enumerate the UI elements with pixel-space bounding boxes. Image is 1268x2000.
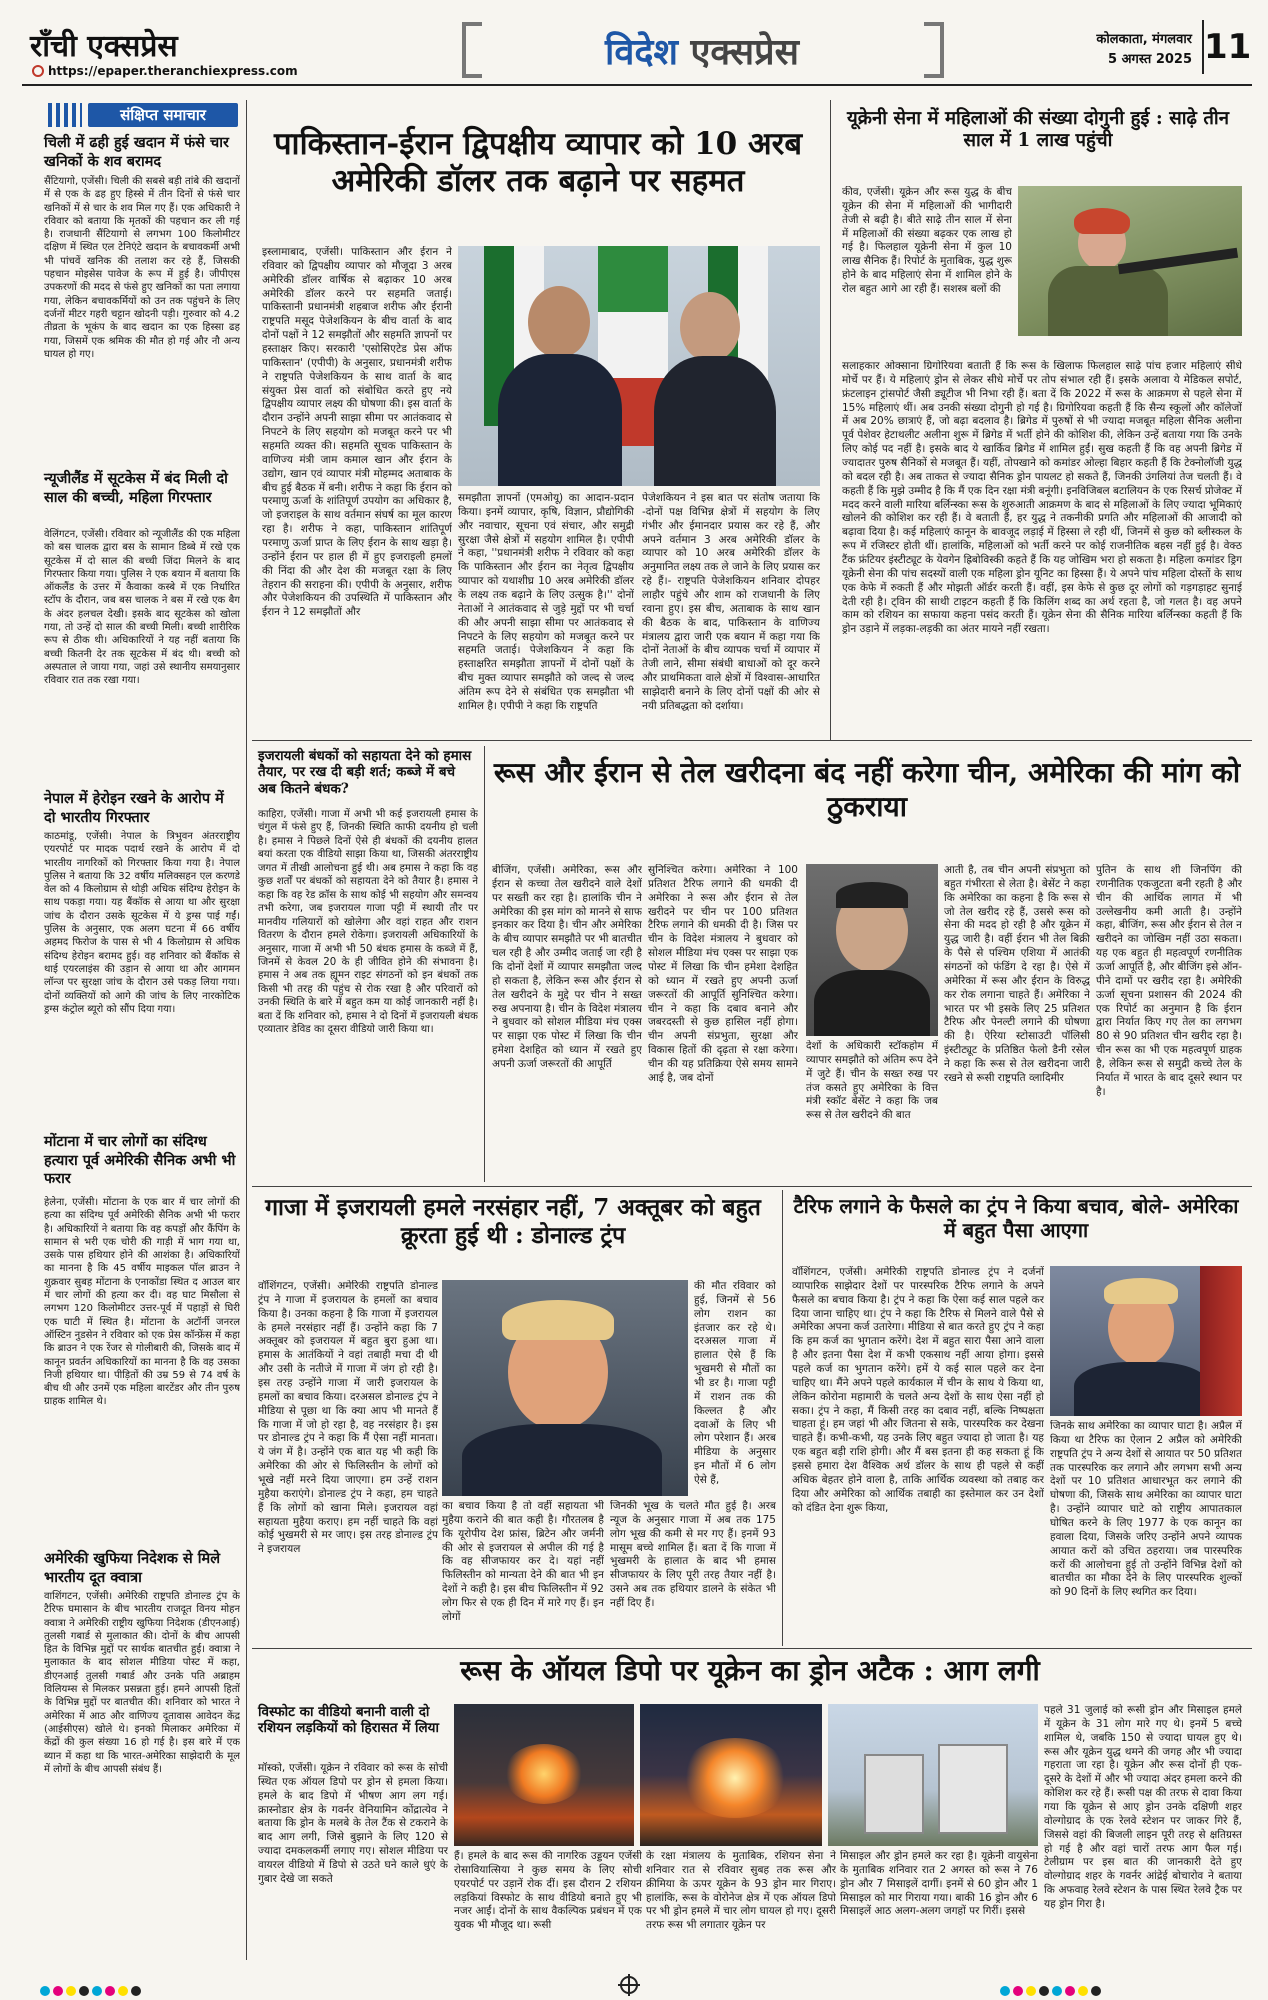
pak-iran-col-1: इस्लामाबाद, एजेंसी। पाकिस्तान और ईरान ने रविवार को द्विपक्षीय व्यापार को मौजूदा 3 अरब अमेरिकी डॉलर वार्षिक से बढ़ाकर 10 अरब अमेरिकी डॉलर करने पर सहमति जताई। पाकिस्तानी प्रधानमंत्री शहबाज शरीफ और ईरानी राष्ट्रपति मसूद पेजेशकियन के बीच वार्ता के बाद दोनों पक्षों ने 12 समझौतों और सहमति ज्ञापनों पर हस्ताक्षर किए। सरकारी 'एसोसिएटेड प्रेस ऑफ पाकिस्तान' (एपीपी) के अनुसार, प्रधानमंत्री शरीफ ने राष्ट्रपति पेजेशकियन के साथ वार्ता के बाद संयुक्त प्रेस वार्ता को संबोधित करते हुए नये द्विपक्षीय व्यापार लक्ष्य की घोषणा की। इस वार्ता के दौरान उन्होंने अपनी साझा सीमा पर आतंकवाद से निपटने के लिए सहयोग को मजबूत करने पर भी सहमति व्यक्त की। सहमति सूचक पाकिस्तान के वाणिज्य मंत्री जाम कमाल खान और ईरान के उद्योग, खान एवं व्यापार मंत्री मोहम्मद अताबाक के बीच हुई बैठक में बनी। शरीफ ने कहा कि ईरान को परमाणु ऊर्जा के शांतिपूर्ण उपयोग का अधिकार है, जो इजराइल के साथ वर्तमान संघर्ष का मूल कारण रहा है। शरीफ ने कहा, पाकिस्तान शांतिपूर्ण परमाणु ऊर्जा प्राप्त के लिए ईरान के साथ खड़ा है। उन्होंने ईरान पर हाल ही में हुए इजराइली हमलों की निंदा की और देश की मजबूत रक्षा के लिए तेहरान की सराहना की। एपीपी के अनुसार, शरीफ और पेजेशकियन की उपस्थिति में पाकिस्तान और ईरान ने 12 समझौतों और bbox=[262, 246, 452, 619]
sidebar-body-5: वाशिंगटन, एजेंसी। अमेरिकी राष्ट्रपति डोनाल्ड ट्रंप के टैरिफ घमासान के बीच भारतीय राजदूत विनय मोहन क्वात्रा ने अमेरिकी राष्ट्रीय खुफिया निदेशक (डीएनआई) तुलसी गबार्ड से मुलाकात की। दोनों के बीच आपसी हित के विभिन्न मुद्दों पर सार्थक बातचीत हुई। क्वात्रा ने मुलाकात के बाद सोशल मीडिया पोस्ट में कहा, डीएनआई तुलसी गबार्ड और उनके पति अब्राहम विलियम्स से मिलकर प्रसन्नता हुई। हमने आपसी हितों के विभिन्न मुद्दों पर बातचीत की। शनिवार को भारत ने अमेरिका में आठ और वाणिज्य दूतावास आवेदन केंद्र (आईसीएस) खोले थे। इनको मिलाकर अमेरिका में केंद्रों की कुल संख्या 16 हो गई है। इस बारे में एक ब्यान में कहा था कि भारत-अमेरिका साझेदारी के मूल में लोगों के बीच आपसी संबंध हैं। bbox=[44, 1591, 240, 1775]
trump-tariff-hair bbox=[1104, 1278, 1178, 1304]
row-divider-1 bbox=[252, 740, 1252, 741]
trump-tariff-col-narrow: वॉशिंगटन, एजेंसी। अमेरिकी राष्ट्रपति डोनाल्ड ट्रंप ने दर्जनों व्यापारिक साझेदार देशों पर पारस्परिक टैरिफ लगाने के अपने फैसले का बचाव किया है। ट्रंप ने कहा कि ऐसा कई साल पहले कर दिया जाना चाहिए था। ट्रंप ने कहा कि टैरिफ से मिलने वाले पैसे से अमेरिका अपना कर्ज उतारेगा। मीडिया से बात करते हुए ट्रंप ने कहा कि हम कर्ज का भुगतान करेंगे। देश में बहुत सारा पैसा आने वाला है और इतना पैसा देश में कभी एकसाथ नहीं आया होगा। इससे पहले कर्ज का भुगतान करेंगे। हमें ये कई साल पहले कर देना चाहिए था। मैंने अपने पहले कार्यकाल में चीन के साथ ये किया था, लेकिन कोरोना महामारी के चलते अन्य देशों के साथ ऐसा नहीं हो सका। ट्रंप ने कहा, मैं किसी तरह का दबाव नहीं, बल्कि निष्पक्षता चाहता हूं। हम जहां भी और जितना से सके, पारस्परिक कर देखना चाहते हैं। कभी-कभी, यह उनके लिए बहुत ज्यादा हो जाता है। यह एक बहुत बड़ी राशि होगी। और मैं बस इतना ही कह सकता हूं कि इससे हमारा देश वैश्विक अर्थ डॉलर के साथ ही पहले से कहीं अधिक बेहतर होने वाला है, ताकि आर्थिक व्यवस्था को तबाह कर दिया और अमेरिका को आर्थिक तबाही का इस्तेमाल कर उन देशों को दंडित देना शुरू किया, bbox=[792, 1266, 1044, 1514]
oil-depot-photo bbox=[828, 1704, 1038, 1846]
brand-logo: राँची एक्सप्रेस bbox=[30, 29, 178, 64]
ukraine-women-headline: यूक्रेनी सेना में महिलाओं की संख्या दोगुनी हुई : साढ़े तीन साल में 1 लाख पहुंची bbox=[847, 108, 1229, 152]
globe-icon bbox=[32, 65, 44, 77]
trump-tariff-photo bbox=[1050, 1266, 1242, 1416]
drone-attack-headline: रूस के ऑयल डिपो पर यूक्रेन का ड्रोन अटैक : आग लगी bbox=[460, 1654, 1040, 1687]
trump-gaza-col-right: की मौत रविवार को हुई, जिनमें से 56 लोग राशन का इंतजार कर रहे थे। दरअसल गाजा में हालात ऐसे हैं कि भुखमरी से मौतों का भी डर है। गाजा पट्टी में राशन तक की किल्लत है और दवाओं के लिए भी लोग परेशान हैं। अरब मीडिया के अनुसार इन मौतों में 6 लोग ऐसे हैं, bbox=[694, 1280, 776, 1487]
ukraine-women-col-narrow: कीव, एजेंसी। यूक्रेन और रूस युद्ध के बीच यूक्रेन की सेना में महिलाओं की भागीदारी तेजी से बढ़ी है। बीते साढ़े तीन साल में सेना में महिलाओं की संख्या बढ़कर एक लाख हो गई है। फिलहाल यूक्रेनी सेना में कुल 10 लाख सैनिक हैं। रिपोर्ट के मुताबिक, युद्ध शुरू होने के बाद महिलाएं सेना में शामिल होने के रोल बहुत आगे आ रही हैं। सशस्त्र बलों की bbox=[842, 186, 1012, 296]
hamas-headline: इजरायली बंधकों को सहायता देने को हमास तैयार, पर रख दी बड़ी शर्त; कब्जे में बचे अब कितने बंधक? bbox=[258, 748, 472, 797]
title-bracket-right bbox=[924, 22, 944, 78]
sidebar-headline-4: मोंटाना में चार लोगों का संदिग्ध हत्यारा पूर्व अमेरिकी सैनिक अभी भी फरार bbox=[44, 1133, 236, 1188]
flag-backdrop bbox=[1200, 1266, 1242, 1416]
sidebar-headline-5: अमेरिकी खुफिया निदेशक से मिले भारतीय दूत क्वात्रा bbox=[44, 1550, 221, 1586]
color-registration-left bbox=[40, 1981, 144, 1991]
dateline-place-day: कोलकाता, मंगलवार bbox=[1096, 32, 1192, 47]
sidebar-body-1: सैंटियागो, एजेंसी। चिली की सबसे बड़ी तांबे की खदानों में से एक के ढह हुए हिस्से में तीन दिनों से फंसे चार खनिकों में से चार के शव मिल गए हैं। एक अधिकारी ने रविवार को बताया कि मृतकों की पहचान कर ली गई है। राजधानी सैंटियागो से लगभग 100 किलोमीटर दक्षिण में स्थित एल टेनिएंटे खदान के बचावकर्मी अभी भी पांचवें खनिक की तलाश कर रहे हैं, जिसकी पहचान मोइसेस पावेज के रूप में हुई है। जीपीएस उपकरणों की मदद से फंसे हुए खनिकों का पता लगाया गया, लेकिन बचावकर्मियों को उन तक पहुंचने के लिए दर्जनों मीटर गहरी चट्टान खोदनी पड़ी। गुरुवार को 4.2 तीव्रता के भूकंप के बाद खदान का एक हिस्सा ढह गया, जिसमें एक श्रमिक की मौत हो गई और नौ अन्य घायल हो गए। bbox=[44, 176, 240, 360]
china-oil-col-2: सुनिश्चित करेगा। अमेरिका ने 100 प्रतिशत टैरिफ लगाने की धमकी दी अमेरिका ने रूस और ईरान से तेल खरीदने पर चीन पर 100 प्रतिशत टैरिफ लगाने की धमकी दी है। जिस पर चीन के विदेश मंत्रालय ने बुधवार को सोशल मीडिया मंच एक्स पर साझा एक पोस्ट में लिखा कि चीन हमेशा देशहित को ध्यान में रखते हुए अपनी ऊर्जा जरूरतों की आपूर्ति सुनिश्चित करेगा। चीन ने कहा कि दबाव बनाने और जबरदस्ती से कुछ हासिल नहीं होगा। चीन अपनी संप्रभुता, सुरक्षा और विकास हितों की दृढ़ता से रक्षा करेगा। चीन की यह प्रतिक्रिया ऐसे समय सामने आई है, जब दोनों bbox=[648, 864, 798, 1084]
hamas-divider bbox=[484, 746, 485, 1182]
trump-gaza-headline: गाजा में इजरायली हमले नरसंहार नहीं, 7 अक्तूबर को बहुत क्रूरता हुई थी : डोनाल्ड ट्रंप bbox=[265, 1194, 761, 1249]
section-title bbox=[492, 26, 912, 75]
oil-tank-2 bbox=[938, 1744, 1008, 1834]
trump-hair bbox=[502, 1300, 614, 1340]
fire-glow-2 bbox=[680, 1738, 790, 1818]
gaza-tariff-divider bbox=[782, 1190, 783, 1646]
sidebar-headline-1: चिली में ढही हुई खदान में फंसे चार खनिकों के शव बरामद bbox=[44, 134, 229, 170]
china-oil-headline: रूस और ईरान से तेल खरीदना बंद नहीं करेगा चीन, अमेरिका की मांग को ठुकराया bbox=[493, 756, 1241, 823]
row-divider-3 bbox=[252, 1648, 1252, 1649]
person-suit-right bbox=[654, 356, 776, 486]
drone-attack-col-b3: मिसाइल और ड्रोन हमले कर रहा है। यूक्रेनी वायुसेना के मुताबिक शनिवार रात 2 अगस्त को रूस ने 76 ड्रोन और 7 मिसाइलें दागीं। इनमें से 60 ड्रोन और 1 मिसाइल को मार गिराया गया। बाकी 16 ड्रोन और 6 मिसाइलें आठ अलग-अलग जगहों पर गिरीं। इससे bbox=[840, 1850, 1038, 1918]
registration-crosshair-icon bbox=[620, 1976, 638, 1994]
rifle bbox=[1118, 248, 1238, 275]
soldier-red-hair bbox=[1074, 208, 1130, 234]
china-oil-col-under-photo: देशों के अधिकारी स्टॉकहोम में व्यापार समझौते को अंतिम रूप देने में जुटे हैं। चीन के सख्त रुख पर तंज कसते हुए अमेरिका के वित्त मंत्री स्कॉट बेसेंट ने कहा कि जब रूस से तेल खरीदने की बात bbox=[806, 1040, 938, 1122]
row-divider-2 bbox=[252, 1186, 1252, 1187]
epaper-url-text: https://epaper.theranchiexpress.com bbox=[48, 64, 298, 78]
trump-tariff-col-right: जिनके साथ अमेरिका का व्यापार घाटा है। अप्रैल में किया था टैरिफ का ऐलान 2 अप्रैल को अमेरिकी राष्ट्रपति ट्रंप ने अन्य देशों से आयात पर 50 प्रतिशत तक पारस्परिक कर लगाने और लगभग सभी अन्य देशों पर 10 प्रतिशत आधारभूत कर लगाने की घोषणा की, जिसके साथ अमेरिका का व्यापार घाटा है। उन्होंने व्यापार घाटे को राष्ट्रीय आपातकाल घोषित करने के लिए 1977 के एक कानून का हवाला दिया, जिसके जरिए उन्होंने अपने व्यापक आयात करों को उचित ठहराया। जब पारस्परिक करों की आलोचना हुई तो उन्होंने विभिन्न देशों को बातचीत का मौका देने के लिए पारस्परिक शुल्कों को 90 दिनों के लिए स्थगित कर दिया। bbox=[1050, 1420, 1242, 1599]
trump-gaza-col-1: वॉशिंगटन, एजेंसी। अमेरिकी राष्ट्रपति डोनाल्ड ट्रंप ने गाजा में इजरायल के हमलों का बचाव किया है। उनका कहना है कि गाजा में इजरायल के हमले नरसंहार नहीं हैं। उन्होंने कहा कि 7 अक्तूबर को इजरायल में बहुत बुरा हुआ था। हमास के आतंकियों ने वहां तबाही मचा दी थी और उसी के नतीजे में गाजा में जंग हो रही है। इस तरह उन्होंने गाजा में जारी इजरायल के हमलों का बचाव किया। दरअसल डोनाल्ड ट्रंप ने मीडिया से पूछा था कि क्या आप भी मानते हैं कि गाजा में जो हो रहा है, वह नरसंहार है। इस पर डोनाल्ड ट्रंप ने कहा कि मैं ऐसा नहीं मानता। ये जंग में है। उन्होंने एक बात यह भी कही कि अमेरिका की ओर से फिलिस्तीन के लोगों को भूखे नहीं मरने दिया जाएगा। हम उन्हें राशन मुहैया कराएंगे। डोनाल्ड ट्रंप ने कहा, हम चाहते हैं कि लोगों को खाना मिले। इजरायल वहां सहायता मुहैया कराए। हम नहीं चाहते कि वहां कोई भुखमरी से मर जाए। इस तरह डोनाल्ड ट्रंप ने इजरायल bbox=[258, 1280, 438, 1556]
pak-iran-col-3: पेजेशकियन ने इस बात पर संतोष जताया कि -दोनों पक्ष विभिन्न क्षेत्रों में सहयोग के लिए गंभीर और ईमानदार प्रयास कर रहे हैं, और अपने वर्तमान 3 अरब अमेरिकी डॉलर के व्यापार को 10 अरब अमेरिकी डॉलर के अनुमानित लक्ष्य तक ले जाने के लिए प्रयास कर रहे हैं।- राष्ट्रपति पेजेशकियन शनिवार दोपहर लाहौर पहुंचे और शाम को राजधानी के लिए रवाना हुए। इस बीच, अताबाक के साथ खान की बैठक के बाद, पाकिस्तान के वाणिज्य मंत्रालय द्वारा जारी एक बयान में कहा गया कि दोनों नेताओं के बीच व्यापक चर्चा में व्यापार में तेजी लाने, सीमा संबंधी बाधाओं को दूर करने और प्राथमिकता वाले क्षेत्रों में विश्वास-आधारित साझेदारी बनाने के लिए दोनों पक्षों की ओर से नयी प्रतिबद्धता को दर्शाया। bbox=[642, 492, 820, 712]
masthead bbox=[22, 16, 1252, 86]
section-title-main: विदेश bbox=[605, 31, 678, 73]
oil-tank-1 bbox=[864, 1754, 924, 1834]
page-number: 11 bbox=[1202, 20, 1250, 74]
trump-tariff-headline: टैरिफ लगाने के फैसले का ट्रंप ने किया बचाव, बोले- अमेरिका में बहुत पैसा आएगा bbox=[793, 1194, 1239, 1242]
soldier-uniform bbox=[1048, 266, 1168, 336]
china-oil-col-1: बीजिंग, एजेंसी। अमेरिका, रूस और ईरान से कच्चा तेल खरीदने वाले देशों पर सख्ती कर रहा है। हालांकि चीन ने अमेरिका की इस मांग को मानने से साफ इनकार कर दिया है। चीन और अमेरिका के बीच व्यापार समझौते पर भी बातचीत चल रही है और उम्मीद जताई जा रही है कि दोनों देशों में व्यापार समझौता जल्द हो सकता है, लेकिन रूस और ईरान से तेल खरीदने के मुद्दे पर चीन ने सख्त रुख अपनाया है। चीन के विदेश मंत्रालय ने बुधवार को सोशल मीडिया मंच एक्स पर साझा एक पोस्ट में लिखा कि चीन हमेशा देशहित को ध्यान में रखते हुए अपनी ऊर्जा जरूरतों की आपूर्ति bbox=[492, 864, 642, 1071]
dateline bbox=[1062, 30, 1192, 69]
sidebar-body-3: काठमांडू, एजेंसी। नेपाल के त्रिभुवन अंतरराष्ट्रीय एयरपोर्ट पर मादक पदार्थ रखने के आरोप में दो भारतीय नागरिकों को गिरफ्तार किया गया है। नेपाल पुलिस ने बताया कि 32 वर्षीय मलिक्सहन एल करणडे वेल को 4 किलोग्राम से थोड़ी अधिक संदिग्ध हेरोइन के साथ पकड़ा गया। यह बैंकॉक से आया था और सुरक्षा जांच के दौरान उसके सूटकेस में ये ड्रग्स पाई गईं। पुलिस के अनुसार, एक अलग घटना में 66 वर्षीय अहमद फिरोज के पास से भी 4 किलोग्राम से अधिक संदिग्ध हेरोइन बरामद हुई। वह शनिवार को बैंकॉक से थाई एयरलाइंस की उड़ान से आया था और आगमन लॉन्ज पर सुरक्षा जांच के दौरान उसे पकड़ लिया गया। दोनों व्यक्तियों को आगे की जांच के लिए नारकोटिक ड्रग्स कंट्रोल ब्यूरो को सौंप दिया गया। bbox=[44, 831, 240, 1015]
drone-attack-col-right: पहले 31 जुलाई को रूसी ड्रोन और मिसाइल हमले में यूक्रेन के 31 लोग मारे गए थे। इनमें 5 बच्चे शामिल थे, जबकि 150 से ज्यादा घायल हुए थे। रूस और यूक्रेन युद्ध थमने की जगह और भी ज्यादा गहराता जा रहा है। यूक्रेन और रूस दोनों ही एक-दूसरे के देशों में और भी ज्यादा अंदर हमला करने की कोशिश कर रहे हैं। रूसी पक्ष की तरफ से दावा किया गया कि यूक्रेन से आए ड्रोन उनके दक्षिणी शहर वोल्गोग्राद के एक रेलवे स्टेशन पर जाकर गिरे हैं, जिससे वहां की बिजली लाइन पूरी तरह से क्षतिग्रस्त हो गई है और वहां चारों तरफ आग फैल गई। टेलीग्राम पर इस बात की जानकारी देते हुए वोल्गोग्राद शहर के गवर्नर आंद्रेई बोचारोव ने बताया कि अफवाह रेलवे स्टेशन के पास स्थित रेलवे ट्रैक पर यह ड्रोन गिरा है। bbox=[1044, 1704, 1242, 1911]
china-oil-col-4: पुतिन के साथ शी जिनपिंग की रणनीतिक एकजुटता बनी रहती है और चीन की आर्थिक लागत में भी उल्लेखनीय कमी आती है। उन्होंने कहा, बीजिंग, रूस और ईरान से तेल न खरीदने का जोखिम नहीं उठा सकता। यह एक बहुत ही महत्वपूर्ण रणनीतिक ऊर्जा आपूर्ति है, और बीजिंग इसे ऑन-पीने दामों पर खरीद रहा है। अमेरिकी ऊर्जा सूचना प्रशासन की 2024 की एक रिपोर्ट का अनुमान है कि ईरान द्वारा निर्यात किए गए तेल का लगभग 80 से 90 प्रतिशत चीन खरीद रहा है। चीन रूस का भी एक महत्वपूर्ण ग्राहक है, लेकिन रूस से समुद्री कच्चे तेल के निर्यात में भारत के बाद दूसरे स्थान पर है। bbox=[1096, 864, 1242, 1098]
column-divider-top bbox=[830, 100, 831, 740]
drone-attack-subhead: विस्फोट का वीडियो बनानी वाली दो रशियन लड़कियों को हिरासत में लिया bbox=[258, 1704, 440, 1737]
sidebar-headline-3: नेपाल में हेरोइन रखने के आरोप में दो भारतीय गिरफ्तार bbox=[44, 790, 224, 826]
sidebar-body-4: हेलेना, एजेंसी। मोंटाना के एक बार में चार लोगों की हत्या का संदिग्ध पूर्व अमेरिकी सैनिक अभी भी फरार है। अधिकारियों ने बताया कि वह कपड़ों और कैंपिंग के सामान से भरी एक चोरी की गाड़ी में भाग गया था, उसके पास हथियार होने की आशंका है। अधिकारियों का मानना है कि 45 वर्षीय माइकल पॉल ब्राउन ने शुक्रवार सुबह मोंटाना के एनाकोंडा स्थित द आउल बार में चार लोगों की हत्या कर दी। वह घाट मिसौला से लगभग 120 किलोमीटर उत्तर-पूर्व में पहाड़ों से घिरी एक घाटी में स्थित है। मोंटाना के अटॉर्नी जनरल ऑस्टिन नुडसेन ने रविवार को एक प्रेस कॉन्फ्रेंस में कहा कि ब्राउन ने एक रेंजर से गोलीबारी की, जिसके बाद में कानून प्रवर्तन अधिकारियों का मानना है कि वह उसका निजी हथियार था। पीड़ितों की उम्र 59 से 74 वर्ष के बीच थी और उनमें एक महिला बारटेंडर और तीन पुरुष ग्राहक शामिल थे। bbox=[44, 1197, 240, 1408]
drone-attack-col-b2: के रक्षा मंत्रालय के मुताबिक, रशियन सेना ने शनिवार रात से रविवार सुबह तक रूस और क्रीमिया के ऊपर यूक्रेन के 93 ड्रोन मार गिराए। हालांकि, रूस के वोरोनेज क्षेत्र में एक ऑयल डिपो पर भी ड्रोन हमले में चार लोग घायल हो गए। दूसरी तरफ रूस भी लगातार यूक्रेन पर bbox=[646, 1850, 836, 1932]
section-title-sub: एक्सप्रेस bbox=[690, 31, 799, 73]
drone-fire-photo-2 bbox=[640, 1704, 822, 1846]
title-bracket-left bbox=[462, 22, 482, 78]
xi-hair bbox=[836, 882, 908, 908]
trump-gaza-photo bbox=[442, 1280, 688, 1496]
dateline-date: 5 अगस्त 2025 bbox=[1108, 51, 1192, 67]
xi-suit bbox=[814, 970, 930, 1036]
trump-gaza-col-under-b: जिनकी भूख के चलते मौत हुई है। अरब न्यूज के अनुसार गाजा में अब तक 175 लोग भूख की कमी से मर गए हैं। इनमें 93 मासूम बच्चे शामिल हैं। बता दें कि गाजा में भुखमरी के हालात के बाद भी हमास सीजफायर के लिए पूरी तरह तैयार नहीं है। उसने अब तक हथियार डालने के संकेत भी नहीं दिए हैं। bbox=[610, 1500, 776, 1610]
china-oil-col-3: आती है, तब चीन अपनी संप्रभुता को बहुत गंभीरता से लेता है। बेसेंट ने कहा कि अमेरिका का कहना है कि रूस से जो तेल खरीद रहे हैं, उससे रूस को सेना की मदद हो रही है और यूक्रेन में युद्ध जारी है। वहीं ईरान भी तेल बिक्री के पैसे से पश्चिम एशिया में आतंकी संगठनों को फंडिंग दे रहा है। ऐसे में अमेरिका में रूस और ईरान के विरुद्ध कर रोक लगाना चाहते हैं। अमेरिका ने भारत पर भी इसके लिए 25 प्रतिशत टैरिफ और पेनल्टी लगाने की घोषणा की है। ऐरिया स्टोसाउटी पॉलिसी इंस्टीट्यूट के प्रतिष्ठित फेलो डैनी रसेल ने कहा कि रूस से तेल खरीदना जारी रखने से रूसी राष्ट्रपति व्लादिमीर bbox=[944, 864, 1090, 1084]
trump-suit bbox=[462, 1424, 662, 1496]
china-oil-photo bbox=[806, 864, 938, 1036]
sidebar-body-2: वेलिंगटन, एजेंसी। रविवार को न्यूजीलैंड की एक महिला को बस चालक द्वारा बस के सामान डिब्बे में रखे एक सूटकेस में दो साल की बच्ची जिंदा मिलने के बाद गिरफ्तार किया गया। पुलिस ने एक बयान में बताया कि ऑकलैंड के उत्तर में कैवाका कस्बे में एक निर्धारित स्टॉप के दौरान, जब बस चालक ने बस में रखे एक बैग के अंदर हलचल देखी। इसके बाद सूटकेस को खोला गया, तो उन्हें दो साल की बच्ची मिली। बच्ची शारीरिक रूप से ठीक थी। अधिकारियों ने यह नहीं बताया कि बच्ची कितनी देर तक सूटकेस में बंद थी। बच्ची को अस्पताल ले जाया गया, जहां उसे स्थानीय समयानुसार रविवार रात तक रखा गया। bbox=[44, 529, 240, 687]
ukraine-women-col-wide: सलाहकार ओक्साना ग्रिगोरियवा बताती हैं कि रूस के खिलाफ फिलहाल साढ़े पांच हजार महिलाएं सीधे मोर्चे पर हैं। ये महिलाएं ड्रोन से लेकर सीधे मोर्चे पर तोप संभाल रही हैं। इसके अलावा ये मेडिकल सपोर्ट, फ्रंटलाइन ट्रांसपोर्ट जैसी ड्यूटीज भी निभा रही हैं। बता दें कि 2022 में रूस के आक्रमण से पहले सेना में 15% महिलाएं थीं। अब उनकी संख्या दोगुनी हो गई है। ग्रिगोरियवा कहती हैं कि सैन्य स्कूलों और कॉलेजों में अब 20% छात्राएं हैं, जो बढ़ा बदलाव है। ब्रिगेड में पुरुषों से भी ज्यादा मजबूत महिला सैनिक अलीना पूर्व पेशेवर हेटाथलीट अलीना शुरू में ब्रिगेड में भर्ती होने की कोशिश की, लेकिन उन्हें बताया गया कि उनके लिए कोई पद नहीं है। इसके बाद ये खार्किव ब्रिगेड में शामिल हुईं। सुख कहती हैं कि वह अपनी ब्रिगेड में ज्यादातर पुरुष सैनिकों से मजबूत हैं। यहीं, तोपखाने को कमांडर ओल्हा बिहार कहती हैं कि टेक्नोलॉजी युद्ध को बदल रही है। अब ताकत से ज्यादा सैनिक ड्रोन पायलट हो सकते हैं, जिनकी उंगलियां तेज चलती हैं। वे कहती हैं कि मुझे उम्मीद है कि मैं एक दिन रक्षा मंत्री बनूंगी। इनविजिबल बटालियन के एक रिसर्च प्रोजेक्ट में मदद करने वाली मारिया बर्लिन्स्का रूस के शुरुआती आक्रमण के बाद से महिलाओं के लिए ज्यादा भूमिकाएं खोलने की कोशिश कर रही हैं। वे बताती हैं, हर युद्ध ने तकनीकी प्रगति और महिलाओं की आजादी को बढ़ावा दिया है। कई महिलाएं कानून के बावजूद लड़ाई में हिस्सा ले रही थीं, जिनमें से कुछ को ब्लीस्कल के रूप में रजिस्टर होती थीं। हालांकि, महिलाओं को भर्ती करने पर कोई राजनीतिक बहस नहीं हुई है। वेक्ठ टैंक फ्रंटियर इंस्टीट्यूट के येवगेन ह्रिबोविस्की कहते हैं कि यह जोखिम भरा हो सकता है। महिला कमांडर ड्रिग यूक्रेनी सेना की पांच सदस्यों वाली एक महिला ड्रोन यूनिट का हिस्सा हैं। ये अपने पांच महिला दोस्तों के साथ एक केफे में रुकती हैं और मोझती ऑर्डर करती हैं। वहीं, इस केफे से कुछ दूर लोगों को गड़गड़ाहट सुनाई देती रही है। ट्विन की साथी टाइटन कहती हैं कि किलिंग शब्द का अर्थ रहता है, जो गलत है। वह अपने काम को रशियन का सफाया कहना पसंद करती हैं। यूक्रेन सेना की सैनिक मारिया बर्लिन्स्का कहती हैं कि ड्रोन उड़ाने में लड़का-लड़की का अंतर मायने नहीं रखता। bbox=[842, 360, 1242, 636]
sidebar-divider bbox=[246, 100, 247, 1960]
fire-glow-1 bbox=[504, 1744, 584, 1804]
drone-attack-col-b1: हैं। हमले के बाद रूस की नागरिक उड्डयन एजेंसी रोसावियात्सिया ने कुछ समय के लिए सोची एयरपोर्ट पर उड़ानें रोक दीं। इस दौरान 2 रशियन लड़कियां विस्फोट के साथ वीडियो बनाते हुए भी नजर आईं। दोनों के साथ वैकल्पिक प्रबंधन में एक युवक भी मौजूद था। रूसी bbox=[454, 1850, 642, 1932]
drone-fire-photo-1 bbox=[454, 1704, 634, 1846]
pak-iran-headline: पाकिस्तान-ईरान द्विपक्षीय व्यापार को 10 अरब अमेरिकी डॉलर तक बढ़ाने पर सहमत bbox=[273, 126, 803, 200]
sidebar-headline-2: न्यूजीलैंड में सूटकेस में बंद मिली दो साल की बच्ची, महिला गिरफ्तार bbox=[44, 470, 228, 506]
brief-arrow-decoration bbox=[48, 103, 82, 127]
ukraine-women-photo bbox=[1018, 186, 1242, 336]
person-face-pezeshkian bbox=[528, 286, 590, 358]
brief-news-tag: संक्षिप्त समाचार bbox=[88, 103, 238, 127]
drone-attack-col-left: मॉस्को, एजेंसी। यूक्रेन ने रविवार को रूस के सोची स्थित एक ऑयल डिपो पर ड्रोन से हमला किया। हमले के बाद डिपो में भीषण आग लग गई। क्रास्नोडार क्षेत्र के गवर्नर वेनियामिन कोंद्रात्येव ने बताया कि ड्रोन के मलबे के तेल टैंक से टकराने के बाद आग लगी, जिसे बुझाने के लिए 120 से ज्यादा दमकलकर्मी लगाए गए। सोशल मीडिया पर वायरल वीडियो में डिपो से उठते घने काले धुएं के गुबार देखे जा सकते bbox=[258, 1762, 448, 1885]
hamas-col-1: काहिरा, एजेंसी। गाजा में अभी भी कई इजरायली हमास के चंगुल में फंसे हुए हैं, जिनकी स्थिति काफी दयनीय हो चली है। हमास ने पिछले दिनों ऐसे ही बंधकों की दयनीय हालत बयां करता एक वीडियो साझा किया था, जिसकी अंतरराष्ट्रीय जगत में तीखी आलोचना हुई थी। अब हमास ने कहा कि वह कुछ शर्तों पर बंधकों को सहायता देने को तैयार है। हमास ने कहा कि वह रेड क्रॉस के साथ कोई भी सहयोग और समन्वय तभी करेगा, जब इजरायल गाजा पट्टी में स्थायी तौर पर मानवीय गलियारों को खोलेगा और वहां राहत और राशन वितरण के दौरान हमले रोकेगा। इजरायली अधिकारियों के अनुसार, गाजा में अभी भी 50 बंधक हमास के कब्जे में हैं, जिनमें से केवल 20 के ही जीवित होने की संभावना है। हमास ने अब तक ह्यूमन राइट संगठनों को इन बंधकों तक किसी भी तरह की पहुंच से रोक रखा है और परिवारों को उनकी स्थिति के बारे में बहुत कम या कोई जानकारी नहीं है। बता दें कि शनिवार को, हमास ने दो दिनों में इजरायली बंधक एव्यातार डेविड का दूसरा वीडियो जारी किया था। bbox=[258, 809, 478, 1036]
pak-iran-col-2: समझौता ज्ञापनों (एमओयू) का आदान-प्रदान किया। इनमें व्यापार, कृषि, विज्ञान, प्रौद्योगिकी और नवाचार, सूचना एवं संचार, और समुद्री सुरक्षा जैसे क्षेत्रों में सहयोग शामिल है। एपीपी ने कहा, ''प्रधानमंत्री शरीफ ने रविवार को कहा कि पाकिस्तान और ईरान का नेतृत्व द्विपक्षीय व्यापार को यथाशीघ्र 10 अरब अमेरिकी डॉलर के लक्ष्य तक बढ़ाने के लिए उत्सुक है।'' दोनों नेताओं ने आतंकवाद से जुड़े मुद्दों पर भी चर्चा की और अपनी साझा सीमा पर आतंकवाद से निपटने के लिए सहयोग को मजबूत करने पर सहमति जताई। पेजेशकियन ने कहा कि हस्ताक्षरित समझौता ज्ञापनों में दोनों पक्षों के बीच मुक्त व्यापार समझौते को जल्द से जल्द अंतिम रूप देने से संबंधित एक समझौता भी शामिल है। एपीपी ने कहा कि राष्ट्रपति bbox=[458, 492, 634, 712]
pak-iran-photo bbox=[458, 246, 820, 486]
person-suit-left bbox=[498, 354, 622, 486]
trump-tariff-suit bbox=[1074, 1362, 1210, 1416]
epaper-url[interactable] bbox=[32, 64, 298, 78]
color-registration-right bbox=[1000, 1981, 1104, 1991]
person-face-sharif bbox=[680, 292, 740, 362]
trump-gaza-col-under-a: का बचाव किया है तो वहीं सहायता भी मुहैया कराने की बात कही है। गौरतलब है कि यूरोपीय देश फ्रांस, ब्रिटेन और जर्मनी की ओर से इजरायल से अपील की गई है कि वह सीजफायर कर दे। यहां नहीं फिलिस्तीन को मान्यता देने की बात भी इन देशों ने कही है। इस बीच फिलिस्तीन में 92 लोग फिर से एक ही दिन में मारे गए हैं। इन लोगों bbox=[442, 1500, 604, 1623]
